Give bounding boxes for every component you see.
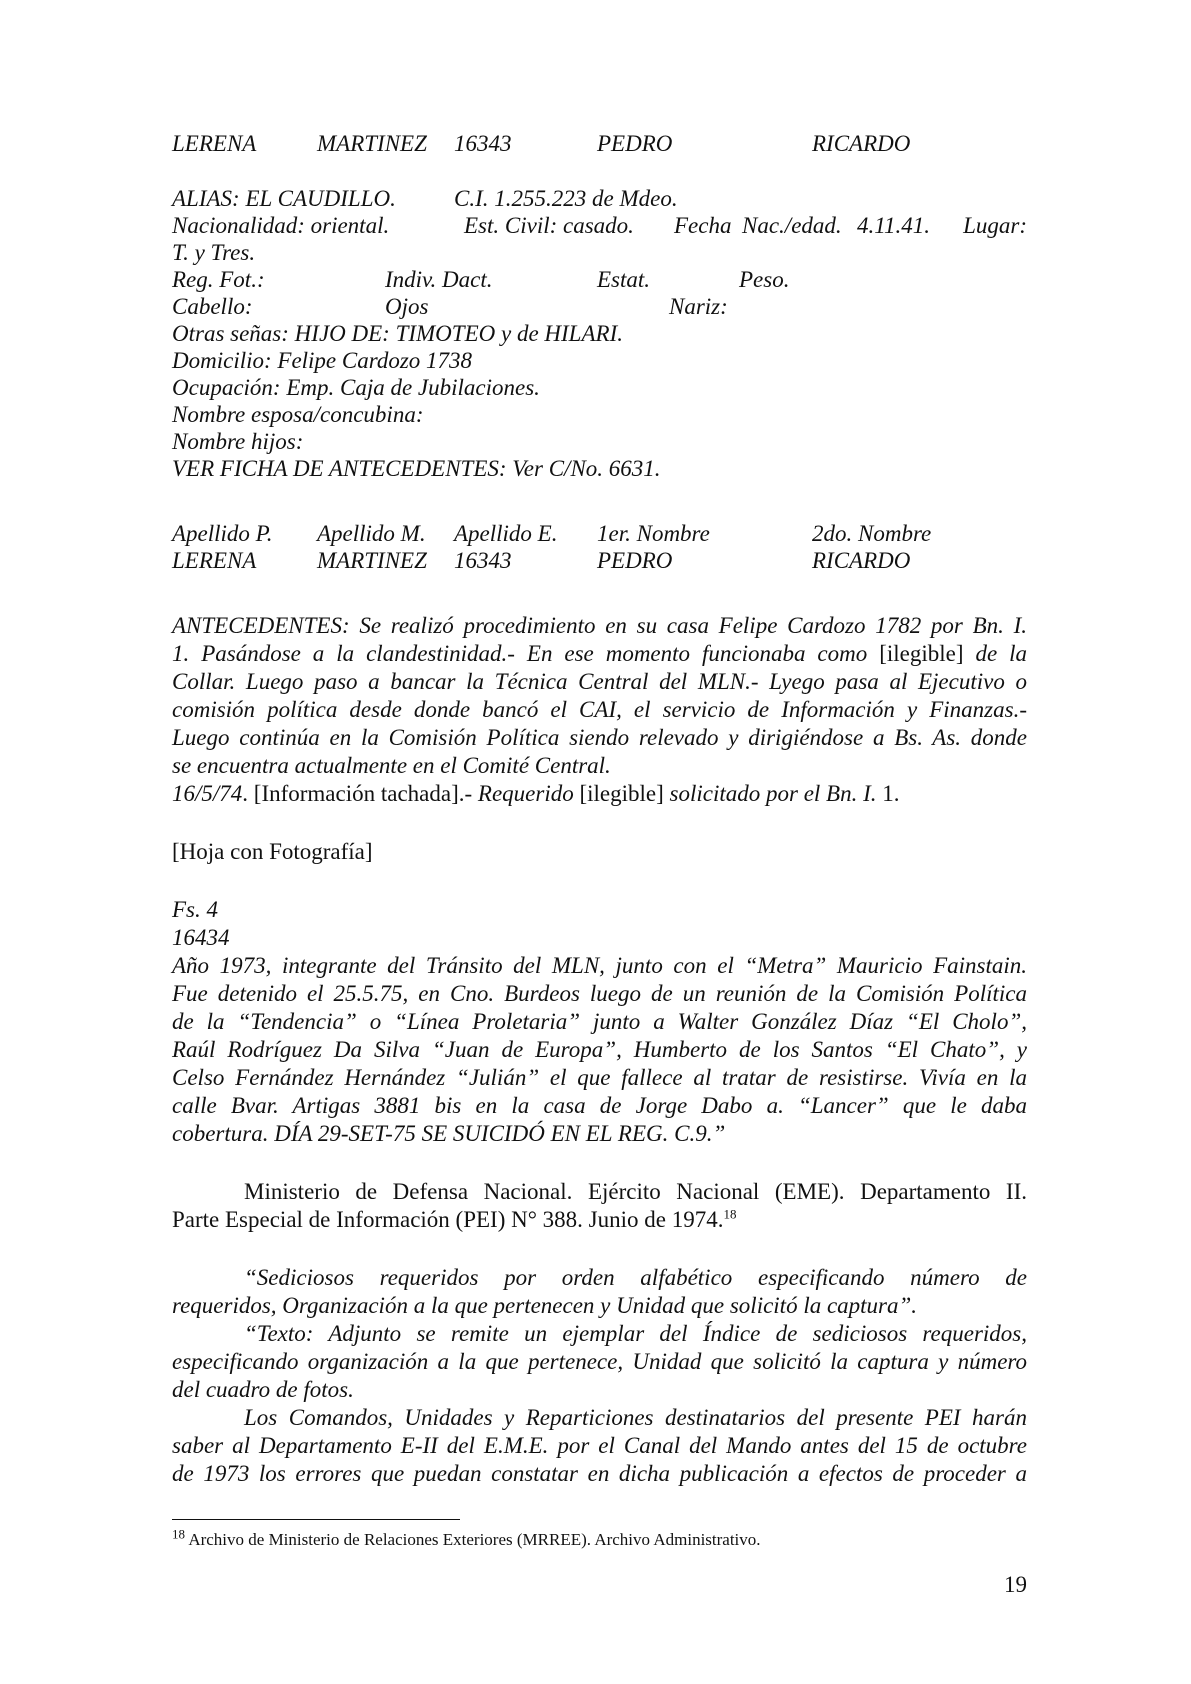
fs-line: de la “Tendencia” o “Línea Proletaria” junto a Walter González Díaz “El Cholo”, — [172, 1009, 1027, 1034]
ficha-esposa: Nombre esposa/concubina: — [172, 402, 424, 427]
page-number: 19 — [1004, 1572, 1027, 1597]
antecedentes-text: 1. Pasándose a la clandestinidad.- En ese momento funcionaba como — [172, 641, 868, 666]
name-cell: MARTINEZ — [317, 548, 427, 573]
antecedentes-date-line — [172, 780, 1027, 808]
ficha-alias: ALIAS: EL CAUDILLO. — [172, 186, 396, 211]
name-header-cell: Apellido M. — [317, 521, 426, 546]
name-cell: LERENA — [172, 548, 257, 573]
ficha-hijos: Nombre hijos: — [172, 429, 304, 454]
fs-line: calle Bvar. Artigas 3881 bis en la casa de Jorge Dabo a. “Lancer” que le daba — [172, 1093, 1027, 1118]
document-page — [172, 0, 1027, 1684]
footnote-divider — [172, 1519, 460, 1520]
ficha-ojos: Ojos — [385, 294, 429, 319]
ficha-lugar-cont: T. y Tres. — [172, 240, 256, 265]
header-nombre-2: RICARDO — [812, 131, 911, 156]
antecedentes-line: se encuentra actualmente en el Comité Central. — [172, 753, 611, 778]
name-table-row — [172, 547, 1027, 575]
ficha-ci: C.I. 1.255.223 de Mdeo. — [454, 186, 678, 211]
ministerio-text: Parte Especial de Información (PEI) N° 388. Junio de 1974. — [172, 1207, 724, 1232]
name-header-cell: Apellido E. — [454, 521, 558, 546]
ficha-nacionalidad-line — [172, 212, 1027, 240]
fs-line: cobertura. DÍA 29-SET-75 SE SUICIDÓ EN EL REG. C.9.” — [172, 1121, 726, 1146]
quote-line: “Texto: Adjunto se remite un ejemplar del Índice de sediciosos requeridos, — [244, 1321, 1027, 1346]
quote-line: especificando organización a la que pertenece, Unidad que solicitó la captura y número — [172, 1349, 1027, 1374]
ficha-nac-edad: Nac./edad. — [742, 213, 842, 238]
antecedentes-line — [172, 640, 1027, 668]
name-header-cell: 1er. Nombre — [597, 521, 710, 546]
ficha-peso: Peso. — [739, 267, 790, 292]
antecedentes-line: Luego continúa en la Comisión Política siendo relevado y dirigiéndose a Bs. As. donde — [172, 725, 1027, 750]
fs-line: Raúl Rodríguez Da Silva “Juan de Europa”, Humberto de los Santos “El Chato”, y — [172, 1037, 1027, 1062]
quote-line: saber al Departamento E-II del E.M.E. por el Canal del Mando antes del 15 de octubre — [172, 1433, 1027, 1458]
antecedentes-line: comisión política desde donde bancó el CAI, el servicio de Información y Finanzas.- — [172, 697, 1027, 722]
ficha-reg-fot: Reg. Fot.: — [172, 267, 265, 292]
quote-line: requeridos, Organización a la que pertenecen y Unidad que solicitó la captura”. — [172, 1293, 918, 1318]
header-nombre-1: PEDRO — [597, 131, 673, 156]
ficha-estat: Estat. — [597, 267, 651, 292]
footnote-text: Archivo de Ministerio de Relaciones Exteriores (MRREE). Archivo Administrativo. — [188, 1530, 761, 1549]
name-cell: RICARDO — [812, 548, 911, 573]
ministerio-line — [172, 1206, 1027, 1234]
fs-line: Celso Fernández Hernández “Julián” el que fallece al tratar de resistirse. Vivía en la — [172, 1065, 1027, 1090]
photo-sheet-note: [Hoja con Fotografía] — [172, 839, 373, 864]
antecedentes-line: ANTECEDENTES: Se realizó procedimiento en su casa Felipe Cardozo 1782 por Bn. I. — [172, 613, 1027, 638]
header-apellido-p: LERENA — [172, 131, 257, 156]
name-header-cell: 2do. Nombre — [812, 521, 932, 546]
ficha-reg-line — [172, 266, 1027, 294]
quote-line: de 1973 los errores que puedan constatar en dicha publicación a efectos de proceder a — [172, 1461, 1027, 1486]
ministerio-line: Ministerio de Defensa Nacional. Ejército Nacional (EME). Departamento II. — [244, 1179, 1027, 1204]
antecedentes-date: 16/5/74 — [172, 781, 243, 806]
header-row — [172, 130, 1027, 158]
footnote — [172, 1526, 761, 1551]
quote-line: Los Comandos, Unidades y Reparticiones destinatarios del presente PEI harán — [244, 1405, 1027, 1430]
antecedentes-line: Collar. Luego paso a bancar la Técnica Central del MLN.- Lyego pasa al Ejecutivo o — [172, 669, 1027, 694]
ficha-indiv: Indiv. Dact. — [385, 267, 493, 292]
bn-number: 1. — [882, 781, 900, 806]
ficha-otras: Otras señas: HIJO DE: TIMOTEO y de HILARI. — [172, 321, 623, 346]
fs-line: Año 1973, integrante del Tránsito del MLN, junto con el “Metra” Mauricio Fainstain. — [172, 953, 1027, 978]
name-table-header — [172, 520, 1027, 548]
fs-label: Fs. 4 — [172, 897, 218, 922]
ficha-cabello: Cabello: — [172, 294, 253, 319]
ficha-fecha-val: 4.11.41. — [857, 213, 931, 238]
name-cell: 16343 — [454, 548, 512, 573]
ficha-ocupacion: Ocupación: Emp. Caja de Jubilaciones. — [172, 375, 540, 400]
header-apellido-e: 16343 — [454, 131, 512, 156]
illegible-mark: [ilegible] — [579, 781, 664, 806]
name-cell: PEDRO — [597, 548, 673, 573]
ficha-nacionalidad: Nacionalidad: oriental. — [172, 213, 390, 238]
ficha-fecha-label: Fecha — [674, 213, 732, 238]
illegible-mark: [ilegible] — [879, 641, 964, 666]
ficha-cabello-line — [172, 293, 1027, 321]
ficha-nariz: Nariz: — [669, 294, 728, 319]
fs-number: 16434 — [172, 925, 230, 950]
ficha-domicilio: Domicilio: Felipe Cardozo 1738 — [172, 348, 473, 373]
ficha-lugar-label: Lugar: — [963, 213, 1027, 238]
fs-line: Fue detenido el 25.5.75, en Cno. Burdeos luego de un reunión de la Comisión Política — [172, 981, 1027, 1006]
ficha-est-civil: Est. Civil: casado. — [464, 213, 634, 238]
name-header-cell: Apellido P. — [172, 521, 273, 546]
quote-line: “Sediciosos requeridos por orden alfabético especificando número de — [244, 1265, 1027, 1290]
antecedentes-text: de la — [975, 641, 1027, 666]
header-apellido-m: MARTINEZ — [317, 131, 427, 156]
quote-line: del cuadro de fotos. — [172, 1377, 354, 1402]
ficha-alias-line — [172, 185, 1027, 213]
footnote-ref: 18 — [723, 1206, 737, 1222]
info-tachada: . [Información tachada].- — [242, 781, 473, 806]
footnote-number: 18 — [172, 1526, 185, 1542]
requerido-label: Requerido — [477, 781, 574, 806]
ficha-ver: VER FICHA DE ANTECEDENTES: Ver C/No. 6631. — [172, 456, 661, 481]
solicitado-text: solicitado por el Bn. I. — [669, 781, 877, 806]
